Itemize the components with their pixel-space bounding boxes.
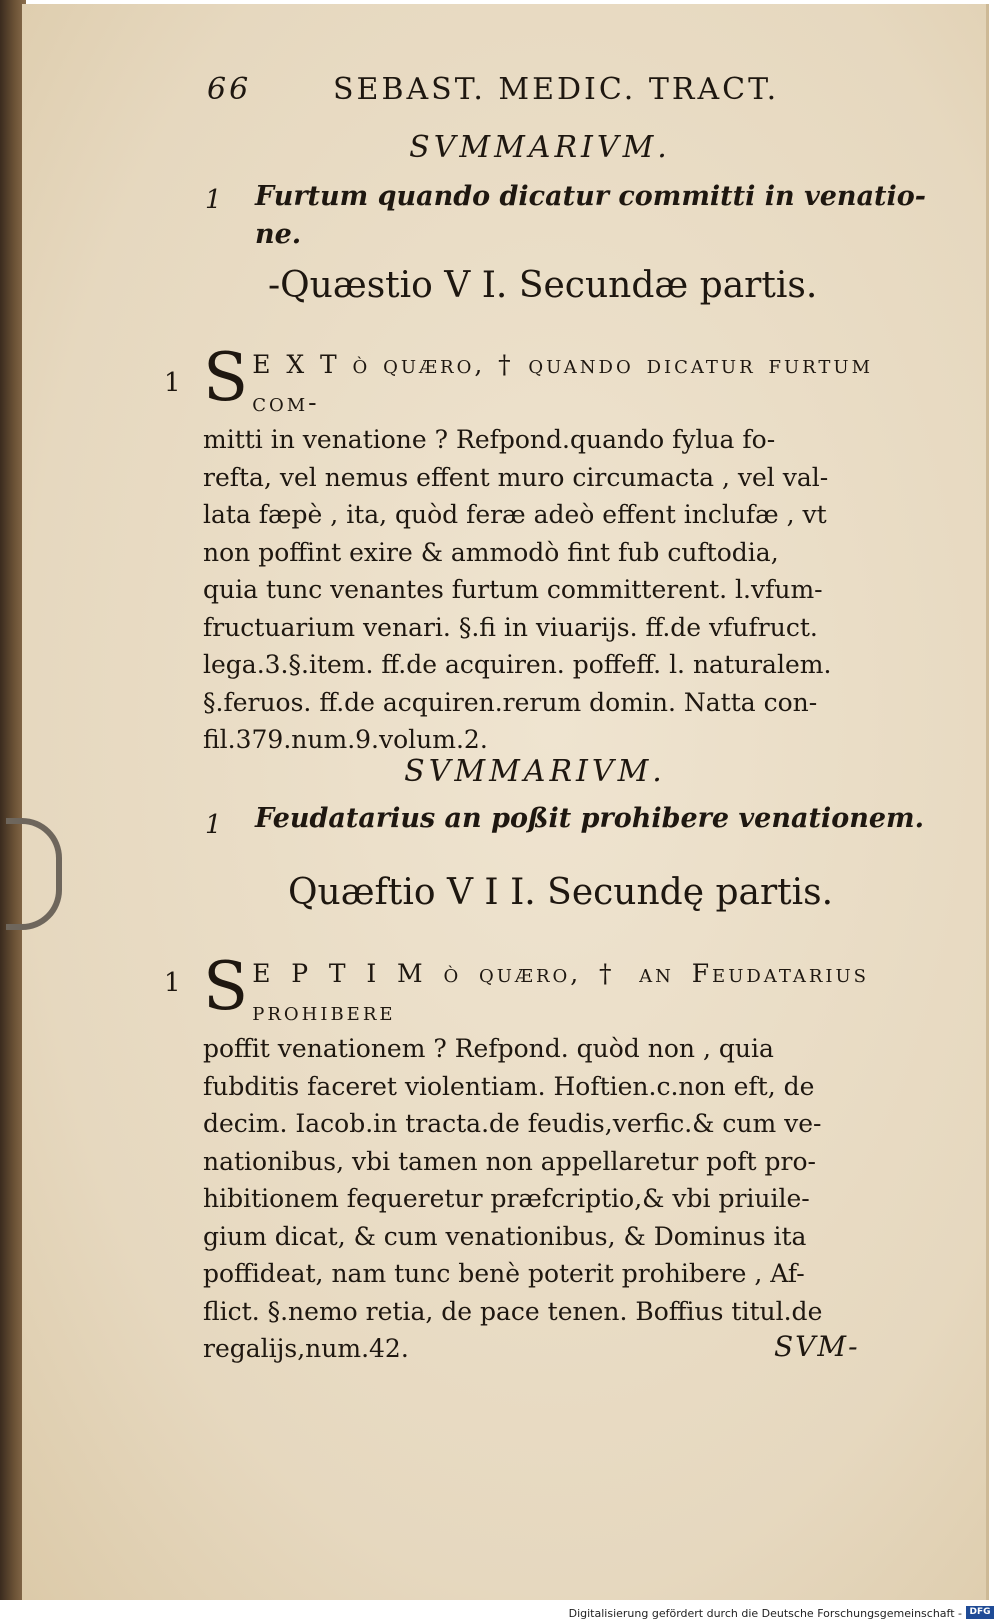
running-title: SEBAST. MEDIC. TRACT. <box>333 72 780 107</box>
summary-line: Furtum quando dicatur committi in venatio- <box>255 181 927 212</box>
text-line: lata fæpè , ita, quòd feræ adeò effent inclufæ , vt <box>203 500 827 529</box>
question-7-heading: Quæftio V I I. Secundę partis. <box>288 872 834 913</box>
text-line: poffideat, nam tunc benè poterit prohibere , Af- <box>203 1259 805 1288</box>
text-line: hibitionem fequeretur præfcriptio,& vbi priuile- <box>203 1184 810 1213</box>
summary-number-1: 1 <box>205 185 222 215</box>
text-line: mitti in venatione ? Refpond.quando fylua fo- <box>203 425 776 454</box>
summary-line: Feudatarius an poßit prohibere venationem. <box>255 803 924 834</box>
text-line: lega.3.§.item. ff.de acquiren. poffeff. l. naturalem. <box>203 650 832 679</box>
catchword: SVM- <box>774 1330 860 1363</box>
text-line: nationibus, vbi tamen non appellaretur poft pro- <box>203 1146 816 1176</box>
running-head <box>207 72 807 112</box>
drop-capital: S <box>203 339 249 416</box>
text-line: regalijs,num.42. <box>203 1334 409 1363</box>
summary-text-1 <box>255 178 926 254</box>
text-line: gium dicat, & cum venationibus, & Dominus ita <box>203 1221 807 1251</box>
text-line: fil.379.num.9.volum.2. <box>203 725 488 754</box>
text-line: flict. §.nemo retia, de pace tenen. Boffius titul.de <box>203 1296 823 1326</box>
margin-number-q6: 1 <box>164 368 181 398</box>
drop-capital: S <box>203 948 249 1025</box>
text-line: §.feruos. ff.de acquiren.rerum domin. Natta con- <box>203 687 818 717</box>
footer-credit: Digitalisierung gefördert durch die Deutsche Forschungsgemeinschaft - <box>568 1607 962 1620</box>
question-6-heading: -Quæstio V I. Secundæ partis. <box>268 265 818 306</box>
summary-line: ne. <box>255 219 302 250</box>
text-line: decim. Iacob.in tracta.de feudis,verfic.& cum ve- <box>203 1109 822 1138</box>
text-line: quia tunc venantes furtum committerent. l.vfum- <box>203 575 823 604</box>
text-line: fructuarium venari. §.fi in viuarijs. ff.de vfufruct. <box>203 612 818 642</box>
dfg-logo: DFG <box>966 1606 994 1619</box>
summary-heading-2: SVMMARIVM. <box>404 754 666 789</box>
text-line: E X T ò quæro, † quando dicatur furtum com- <box>252 350 873 417</box>
text-line: E P T I M ò quæro, † an Feudatarius prohibere <box>252 959 869 1026</box>
text-line: refta, vel nemus effent muro circumacta , vel val- <box>203 462 829 492</box>
summary-text-2 <box>255 800 924 838</box>
question-7-text <box>203 948 869 1368</box>
page-number: 66 <box>207 72 252 107</box>
text-line: non poffint exire & ammodò fint fub cuftodia, <box>203 537 779 567</box>
margin-number-q7: 1 <box>164 968 181 998</box>
text-line: poffit venationem ? Refpond. quòd non , quia <box>203 1034 774 1063</box>
summary-heading-1: SVMMARIVM. <box>409 130 671 165</box>
question-6-text <box>203 339 873 759</box>
text-line: fubditis faceret violentiam. Hoftien.c.non eft, de <box>203 1071 815 1101</box>
summary-number-2: 1 <box>205 810 222 840</box>
binding-clasp <box>6 818 62 930</box>
